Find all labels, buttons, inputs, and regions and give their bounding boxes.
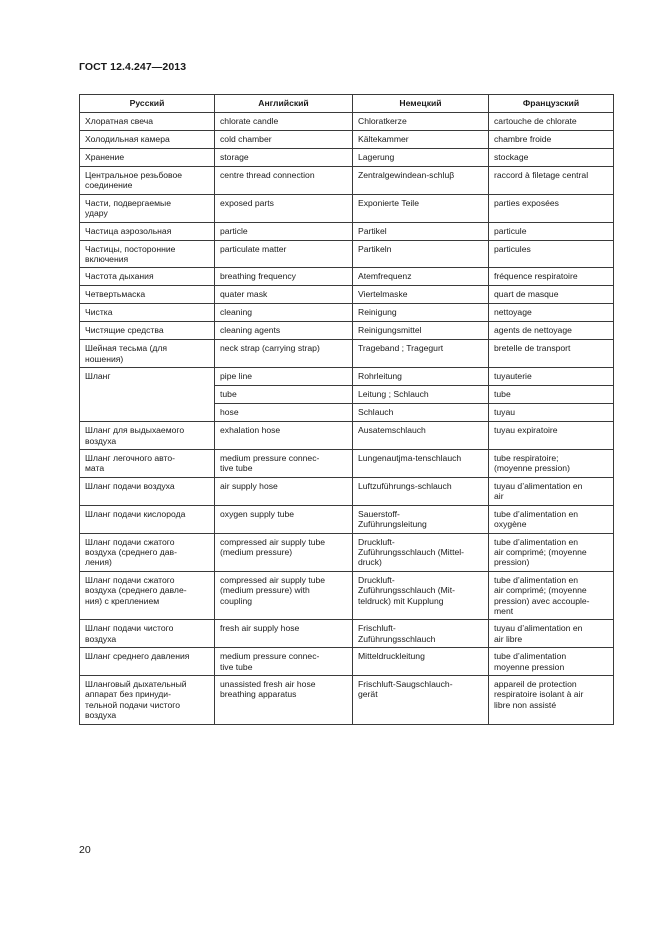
term-german: Druckluft- Zuführungsschlauch (Mittel- druck) (353, 533, 489, 571)
term-russian: Частота дыхания (80, 268, 215, 286)
table-row (80, 167, 614, 195)
term-english: neck strap (carrying strap) (215, 340, 353, 368)
term-russian: Четвертьмаска (80, 286, 215, 304)
term-english: compressed air supply tube (medium pressure) with coupling (215, 571, 353, 620)
term-english: exhalation hose (215, 422, 353, 450)
term-german: Frischluft- Zuführungsschlauch (353, 620, 489, 648)
term-english: medium pressure connec- tive tube (215, 648, 353, 676)
table-row (80, 505, 614, 533)
term-english: cleaning agents (215, 322, 353, 340)
term-english: cold chamber (215, 131, 353, 149)
table-row (80, 571, 614, 620)
term-french: fréquence respiratoire (489, 268, 614, 286)
table-body (80, 113, 614, 725)
term-russian: Шланг подачи сжатого воздуха (среднего давле- ния) с креплением (80, 571, 215, 620)
term-french: agents de nettoyage (489, 322, 614, 340)
term-french: raccord à filetage central (489, 167, 614, 195)
term-french: bretelle de transport (489, 340, 614, 368)
term-french: appareil de protection respiratoire isolant à air libre non assisté (489, 675, 614, 724)
term-russian: Части, подвергаемые удару (80, 194, 215, 222)
table-row (80, 340, 614, 368)
term-russian: Шланговый дыхательный аппарат без принуди- тельной подачи чистого воздуха (80, 675, 215, 724)
term-russian: Холодильная камера (80, 131, 215, 149)
term-russian: Шланг для выдыхаемого воздуха (80, 422, 215, 450)
term-french: cartouche de chlorate (489, 113, 614, 131)
term-russian: Шланг подачи кислорода (80, 505, 215, 533)
term-french: tube d’alimentation en air comprimé; (moyenne pression) (489, 533, 614, 571)
table-header-row (80, 95, 614, 113)
term-english: compressed air supply tube (medium pressure) (215, 533, 353, 571)
table-row (80, 675, 614, 724)
table-row (80, 533, 614, 571)
term-french: quart de masque (489, 286, 614, 304)
column-header-russian: Русский (80, 95, 215, 113)
term-english: centre thread connection (215, 167, 353, 195)
term-french: tube d’alimentation en oxygène (489, 505, 614, 533)
term-english: pipe line (215, 368, 353, 386)
table-row (80, 268, 614, 286)
table-row (80, 113, 614, 131)
term-french: particules (489, 240, 614, 268)
term-english: particulate matter (215, 240, 353, 268)
term-french: tube respiratoire; (moyenne pression) (489, 450, 614, 478)
table-row (80, 322, 614, 340)
term-german: Ausatemschlauch (353, 422, 489, 450)
term-german: Leitung ; Schlauch (353, 386, 489, 404)
term-russian: Центральное резьбовое соединение (80, 167, 215, 195)
term-russian: Шланг подачи сжатого воздуха (среднего дав- ления) (80, 533, 215, 571)
term-english: medium pressure connec- tive tube (215, 450, 353, 478)
term-english: exposed parts (215, 194, 353, 222)
term-french: tuyau d’alimentation en air (489, 477, 614, 505)
term-english: cleaning (215, 304, 353, 322)
column-header-english: Английский (215, 95, 353, 113)
term-french: tube (489, 386, 614, 404)
table-row (80, 368, 614, 386)
table-row (80, 450, 614, 478)
term-english: air supply hose (215, 477, 353, 505)
table-row (80, 149, 614, 167)
term-english: chlorate candle (215, 113, 353, 131)
term-english: quater mask (215, 286, 353, 304)
term-french: chambre froide (489, 131, 614, 149)
term-french: tube d’alimentation moyenne pression (489, 648, 614, 676)
term-german: Chloratkerze (353, 113, 489, 131)
table-row (80, 286, 614, 304)
term-russian: Чистящие средства (80, 322, 215, 340)
term-german: Kältekammer (353, 131, 489, 149)
term-german: Partikel (353, 222, 489, 240)
term-german: Luftzuführungs-schlauch (353, 477, 489, 505)
term-english: oxygen supply tube (215, 505, 353, 533)
term-russian: Частица аэрозольная (80, 222, 215, 240)
table-row (80, 477, 614, 505)
term-english: breathing frequency (215, 268, 353, 286)
term-english: hose (215, 404, 353, 422)
document-header: ГОСТ 12.4.247—2013 (79, 61, 187, 73)
term-german: Reinigungsmittel (353, 322, 489, 340)
term-english: tube (215, 386, 353, 404)
term-russian: Шланг подачи чистого воздуха (80, 620, 215, 648)
term-russian: Шланг подачи воздуха (80, 477, 215, 505)
term-russian: Хлоратная свеча (80, 113, 215, 131)
term-french: tuyauterie (489, 368, 614, 386)
term-russian: Чистка (80, 304, 215, 322)
term-english: storage (215, 149, 353, 167)
term-german: Frischluft-Saugschlauch- gerät (353, 675, 489, 724)
term-russian: Шланг среднего давления (80, 648, 215, 676)
term-german: Lagerung (353, 149, 489, 167)
term-german: Exponierte Teile (353, 194, 489, 222)
term-english: fresh air supply hose (215, 620, 353, 648)
term-russian: Шланг легочного авто- мата (80, 450, 215, 478)
column-header-french: Французский (489, 95, 614, 113)
table-row (80, 222, 614, 240)
term-french: nettoyage (489, 304, 614, 322)
term-russian: Шланг (80, 368, 215, 422)
term-french: tuyau d’alimentation en air libre (489, 620, 614, 648)
term-english: unassisted fresh air hose breathing apparatus (215, 675, 353, 724)
page-number: 20 (79, 844, 91, 856)
table-row (80, 422, 614, 450)
table-row (80, 131, 614, 149)
term-german: Viertelmaske (353, 286, 489, 304)
glossary-table (79, 94, 614, 725)
table-row (80, 648, 614, 676)
term-german: Reinigung (353, 304, 489, 322)
term-german: Atemfrequenz (353, 268, 489, 286)
table-row (80, 240, 614, 268)
term-german: Schlauch (353, 404, 489, 422)
term-french: stockage (489, 149, 614, 167)
term-german: Zentralgewindean-schluβ (353, 167, 489, 195)
term-german: Sauerstoff- Zuführungsleitung (353, 505, 489, 533)
term-german: Mitteldruckleitung (353, 648, 489, 676)
term-french: tuyau (489, 404, 614, 422)
term-german: Partikeln (353, 240, 489, 268)
table-row (80, 620, 614, 648)
table-row (80, 194, 614, 222)
term-russian: Частицы, посторонние включения (80, 240, 215, 268)
term-german: Trageband ; Tragegurt (353, 340, 489, 368)
term-german: Rohrleitung (353, 368, 489, 386)
term-german: Druckluft- Zuführungsschlauch (Mit- teldruck) mit Kupplung (353, 571, 489, 620)
table-row (80, 304, 614, 322)
term-russian: Хранение (80, 149, 215, 167)
term-russian: Шейная тесьма (для ношения) (80, 340, 215, 368)
term-english: particle (215, 222, 353, 240)
term-french: particule (489, 222, 614, 240)
term-french: tube d’alimentation en air comprimé; (moyenne pression) avec accouple- ment (489, 571, 614, 620)
term-french: tuyau expiratoire (489, 422, 614, 450)
column-header-german: Немецкий (353, 95, 489, 113)
term-german: Lungenautjma-tenschlauch (353, 450, 489, 478)
term-french: parties exposées (489, 194, 614, 222)
